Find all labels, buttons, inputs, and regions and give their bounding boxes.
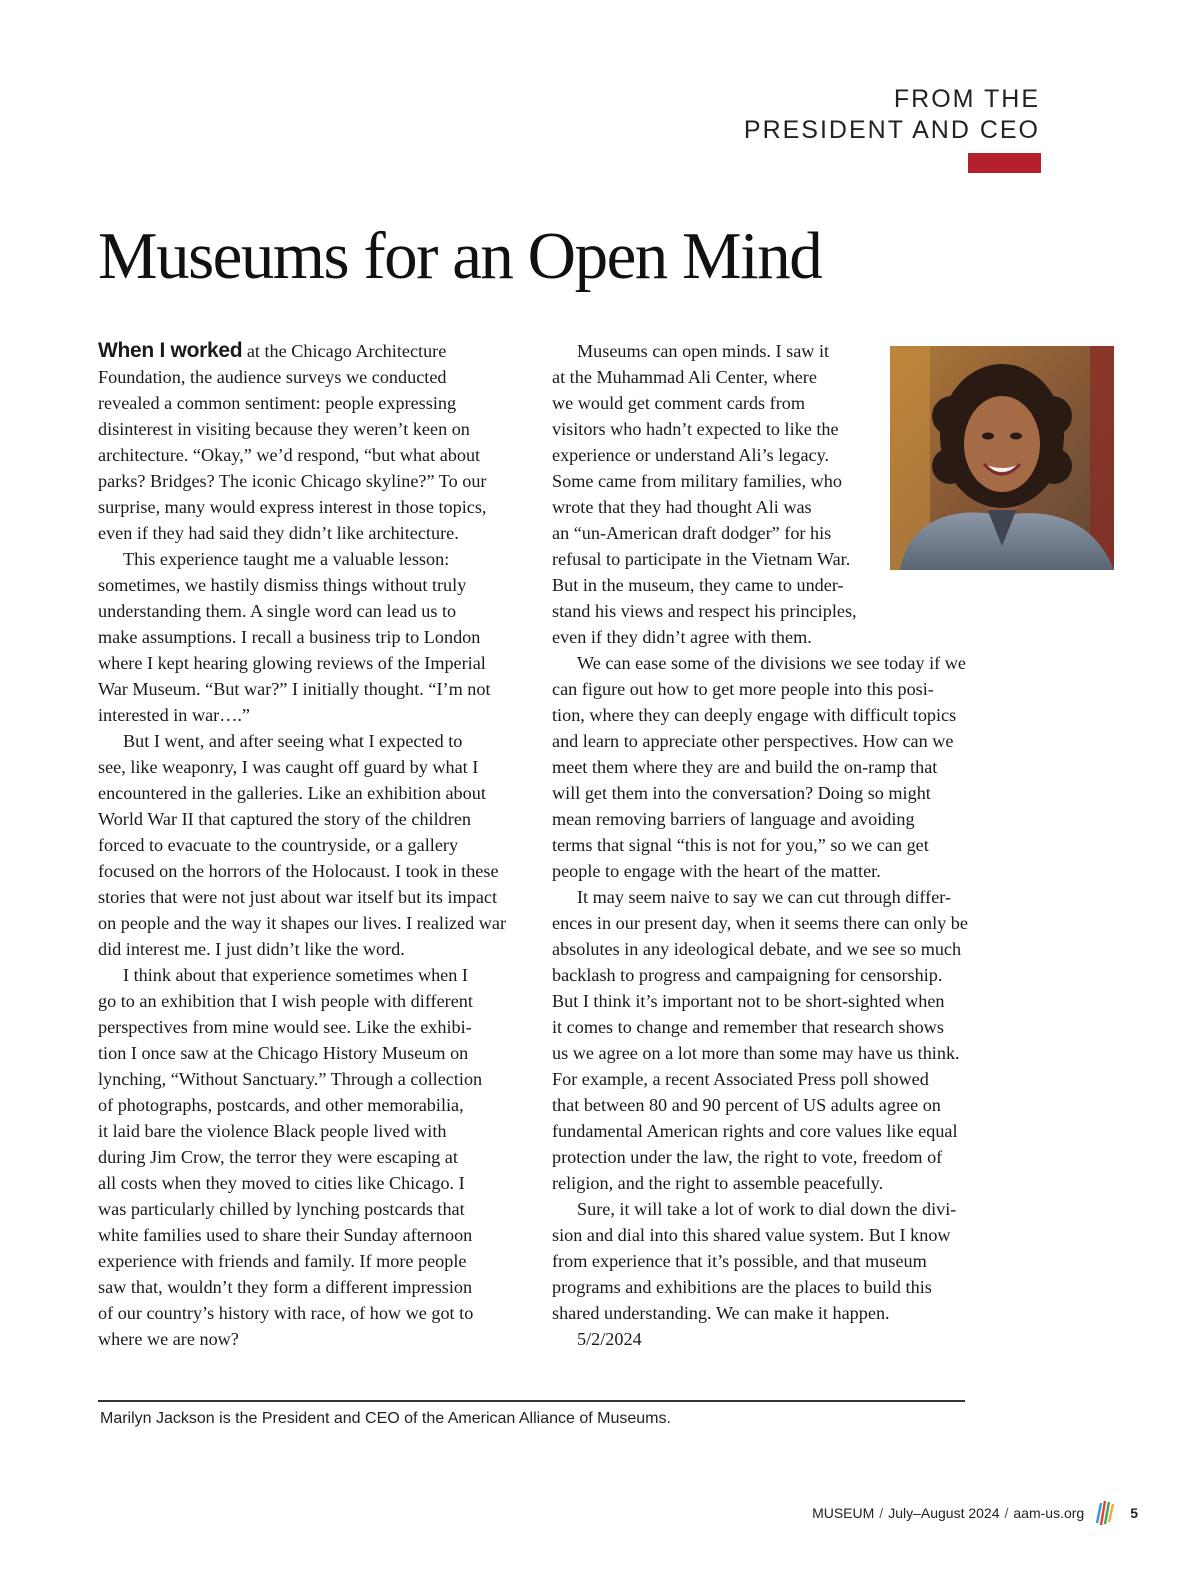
text-line: from experience that it’s possible, and that museum bbox=[552, 1251, 927, 1271]
left-column bbox=[98, 338, 538, 1352]
text-line: backlash to progress and campaigning for censorship. bbox=[552, 965, 943, 985]
text-line: saw that, wouldn’t they form a different impression bbox=[98, 1277, 473, 1297]
footer-separator: / bbox=[1004, 1505, 1009, 1521]
text-line: sometimes, we hastily dismiss things without truly bbox=[98, 575, 467, 595]
text-line: disinterest in visiting because they weren’t keen on bbox=[98, 419, 470, 439]
text-line: stories that were not just about war itself but its impact bbox=[98, 887, 498, 907]
website-link[interactable]: aam-us.org bbox=[1013, 1505, 1085, 1521]
text-line: refusal to participate in the Vietnam War. bbox=[552, 549, 851, 569]
text-line: understanding them. A single word can lead us to bbox=[98, 601, 457, 621]
author-bio: Marilyn Jackson is the President and CEO of the American Alliance of Museums. bbox=[100, 1410, 671, 1427]
text-line: will get them into the conversation? Doing so might bbox=[552, 783, 931, 803]
text-line: make assumptions. I recall a business trip to London bbox=[98, 627, 481, 647]
text-line: surprise, many would express interest in those topics, bbox=[98, 497, 487, 517]
text-line: experience with friends and family. If more people bbox=[98, 1251, 467, 1271]
right-column bbox=[552, 338, 992, 1352]
text-line: Sure, it will take a lot of work to dial down the divi- bbox=[577, 1199, 957, 1219]
aam-stripes-logo-icon bbox=[1094, 1497, 1116, 1530]
text-line: was particularly chilled by lynching postcards that bbox=[98, 1199, 465, 1219]
text-line: fundamental American rights and core values like equal bbox=[552, 1121, 958, 1141]
text-line: focused on the horrors of the Holocaust. I took in these bbox=[98, 861, 499, 881]
text-line: that between 80 and 90 percent of US adults agree on bbox=[552, 1095, 941, 1115]
magazine-name: MUSEUM bbox=[812, 1505, 875, 1521]
text-line: This experience taught me a valuable lesson: bbox=[123, 549, 450, 569]
text-line: where we are now? bbox=[98, 1329, 239, 1349]
text-line: where I kept hearing glowing reviews of the Imperial bbox=[98, 653, 486, 673]
text-line: But I think it’s important not to be short-sighted when bbox=[552, 991, 945, 1011]
section-label-line-1: FROM THE bbox=[893, 85, 1040, 113]
text-line: programs and exhibitions are the places to build this bbox=[552, 1277, 932, 1297]
text-line: tion, where they can deeply engage with difficult topics bbox=[552, 705, 957, 725]
text-line: architecture. “Okay,” we’d respond, “but what about bbox=[98, 445, 481, 465]
text-line: and learn to appreciate other perspectives. How can we bbox=[552, 731, 954, 751]
text-line: For example, a recent Associated Press poll showed bbox=[552, 1069, 929, 1089]
text-line: we would get comment cards from bbox=[552, 393, 806, 413]
text-line: did interest me. I just didn’t like the word. bbox=[98, 939, 405, 959]
text-line: wrote that they had thought Ali was bbox=[552, 497, 812, 517]
text-line: white families used to share their Sunday afternoon bbox=[98, 1225, 473, 1245]
text-line: on people and the way it shapes our lives. I realized war bbox=[98, 913, 507, 933]
text-line: see, like weaponry, I was caught off guard by what I bbox=[98, 757, 479, 777]
text-line: interested in war….” bbox=[98, 705, 251, 725]
text-line: War Museum. “But war?” I initially thought. “I’m not bbox=[98, 679, 491, 699]
text-line: at the Muhammad Ali Center, where bbox=[552, 367, 817, 387]
text-line: it comes to change and remember that research shows bbox=[552, 1017, 944, 1037]
text-line: visitors who hadn’t expected to like the bbox=[552, 419, 839, 439]
text-line: But in the museum, they came to under- bbox=[552, 575, 844, 595]
text-line: Museums can open minds. I saw it bbox=[577, 341, 830, 361]
text-line: all costs when they moved to cities like Chicago. I bbox=[98, 1173, 465, 1193]
article-title: Museums for an Open Mind bbox=[98, 219, 822, 293]
section-label bbox=[744, 84, 1040, 146]
text-line: absolutes in any ideological debate, and we see so much bbox=[552, 939, 962, 959]
text-line: parks? Bridges? The iconic Chicago skyline?” To our bbox=[98, 471, 487, 491]
text-line: I think about that experience sometimes when I bbox=[123, 965, 468, 985]
text-line: perspectives from mine would see. Like the exhibi- bbox=[98, 1017, 472, 1037]
text-line: during Jim Crow, the terror they were escaping at bbox=[98, 1147, 458, 1167]
footnote-divider bbox=[98, 1400, 965, 1402]
text-line: experience or understand Ali’s legacy. bbox=[552, 445, 830, 465]
section-label-line-2: PRESIDENT AND CEO bbox=[743, 116, 1040, 144]
text-line: of our country’s history with race, of how we got to bbox=[98, 1303, 474, 1323]
text-line: But I went, and after seeing what I expected to bbox=[123, 731, 463, 751]
text-line: Some came from military families, who bbox=[552, 471, 842, 491]
text-line: World War II that captured the story of the children bbox=[98, 809, 471, 829]
text-line: people to engage with the heart of the matter. bbox=[552, 861, 881, 881]
text-line: even if they had said they didn’t like architecture. bbox=[98, 523, 459, 543]
text-line: protection under the law, the right to vote, freedom of bbox=[552, 1147, 943, 1167]
text-line: us we agree on a lot more than some may have us think. bbox=[552, 1043, 960, 1063]
text-line: mean removing barriers of language and avoiding bbox=[552, 809, 915, 829]
text-line: an “un-American draft dodger” for his bbox=[552, 523, 832, 543]
text-line: of photographs, postcards, and other memorabilia, bbox=[98, 1095, 464, 1115]
text-line: can figure out how to get more people into this posi- bbox=[552, 679, 934, 699]
text-line: When I worked at the Chicago Architecture bbox=[98, 339, 447, 362]
text-line: lynching, “Without Sanctuary.” Through a collection bbox=[98, 1069, 483, 1089]
text-line: religion, and the right to assemble peacefully. bbox=[552, 1173, 884, 1193]
text-line: We can ease some of the divisions we see today if we bbox=[577, 653, 966, 673]
text-line: terms that signal “this is not for you,” so we can get bbox=[552, 835, 929, 855]
text-line: encountered in the galleries. Like an exhibition about bbox=[98, 783, 486, 803]
text-line: ences in our present day, when it seems there can only be bbox=[552, 913, 968, 933]
page-number: 5 bbox=[1130, 1505, 1138, 1521]
text-line: forced to evacuate to the countryside, or a gallery bbox=[98, 835, 459, 855]
text-line: Foundation, the audience surveys we conducted bbox=[98, 367, 447, 387]
page-footer bbox=[812, 1498, 1138, 1528]
accent-bar bbox=[968, 153, 1041, 173]
text-line: shared understanding. We can make it happen. bbox=[552, 1303, 890, 1323]
text-line: tion I once saw at the Chicago History Museum on bbox=[98, 1043, 469, 1063]
text-line: meet them where they are and build the on-ramp that bbox=[552, 757, 938, 777]
lead-in: When I worked bbox=[98, 339, 243, 362]
text-line: revealed a common sentiment: people expressing bbox=[98, 393, 457, 413]
text-line: it laid bare the violence Black people lived with bbox=[98, 1121, 447, 1141]
text-line: go to an exhibition that I wish people with different bbox=[98, 991, 473, 1011]
text-line: even if they didn’t agree with them. bbox=[552, 627, 812, 647]
article-date: 5/2/2024 bbox=[577, 1329, 642, 1349]
text-line: sion and dial into this shared value system. But I know bbox=[552, 1225, 951, 1245]
text-line: It may seem naive to say we can cut through differ- bbox=[577, 887, 952, 907]
text-line: stand his views and respect his principles, bbox=[552, 601, 857, 621]
footer-separator: / bbox=[879, 1505, 884, 1521]
issue-date: July–August 2024 bbox=[888, 1505, 1000, 1521]
